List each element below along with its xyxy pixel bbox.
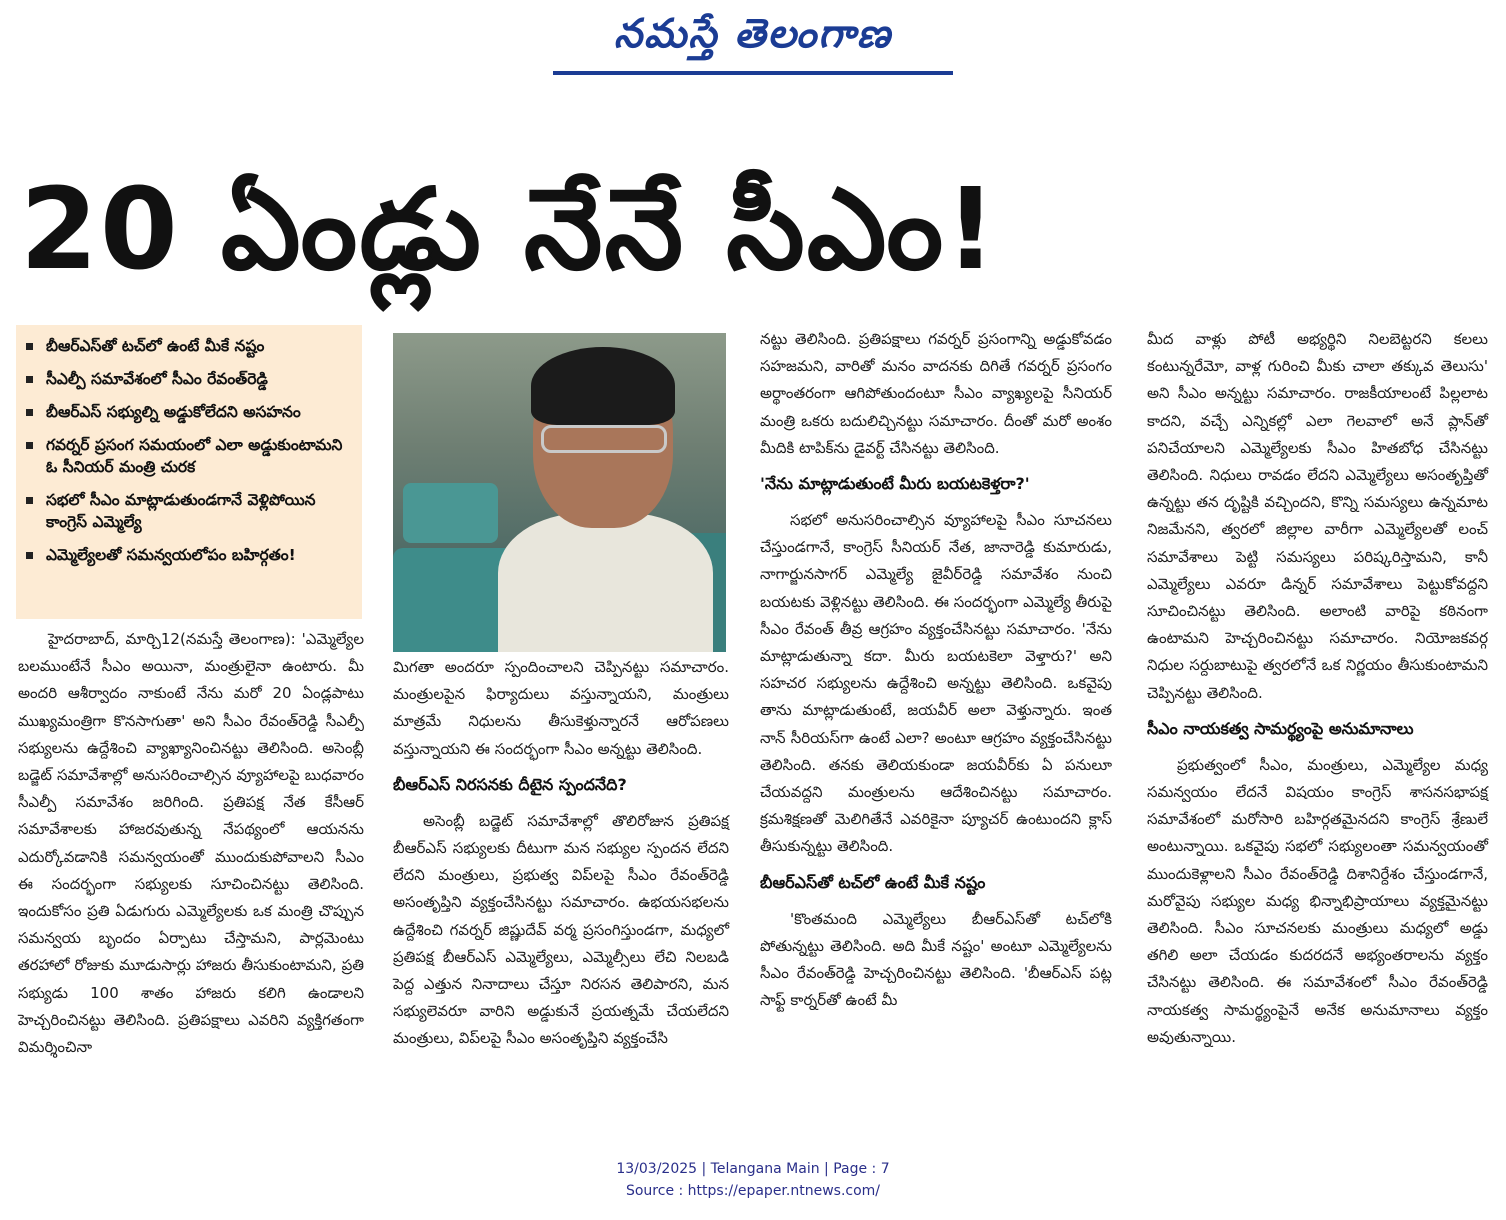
masthead-title: నమస్తే తెలంగాణ <box>613 10 893 57</box>
page-footer <box>0 1158 1506 1202</box>
article-subheading: బీఆర్ఎస్ నిరసనకు దీటైన స్పందనేది? <box>393 774 627 794</box>
bullet-icon <box>26 442 33 449</box>
bullet-icon <box>26 343 33 350</box>
article-paragraph: నట్టు తెలిసింది. ప్రతిపక్షాలు గవర్నర్ ప్రసంగాన్ని అడ్డుకోవడం సహజమని, వారితో మనం వాదనకు దిగితే గవర్నర్ ప్రసంగం అర్థాంతరంగా ఆగిపోతుందంటూ సీఎం వ్యాఖ్యలపై సీనియర్ మంత్రి ఒకరు బదులిచ్చినట్టు సమాచారం. దీంతో మరో అంశం మీదికి టాపిక్‌ను డైవర్ట్ చేసినట్టు తెలిసింది. <box>760 330 1112 457</box>
article-subheading: బీఆర్ఎస్‌తో టచ్‌లో ఉంటే మీకే నష్టం <box>760 872 986 892</box>
article-paragraph: ప్రభుత్వంలో సీఎం, మంత్రులు, ఎమ్మెల్యేల మధ్య సమన్వయం లేదనే విషయం కాంగ్రెస్ శాసనసభాపక్ష సమావేశంలో మరోసారి బహిర్గతమైనదని కాంగ్రెస్ శ్రేణులే అంటున్నాయి. ఒకవైపు సభలో సభ్యులంతా సమన్వయంతో ముందుకెళ్లాలని సీఎం రేవంత్‌రెడ్డి దిశానిర్దేశం చేస్తుండగానే, మరోవైపు సభ్యుల మధ్య భిన్నాభిప్రాయాలు వ్యక్తమైనట్టు తెలిసింది. సీఎం సూచనలకు మంత్రులు మధ్యలో అడ్డు తగిలి అలా చేయడం కుదరదనే అభ్యంతరాలను వ్యక్తం చేసినట్టు తెలిసింది. ఈ సమావేశంలో సీఎం రేవంత్‌రెడ్డి నాయకత్వ సామర్థ్యంపైనే అనేక అనుమానాలు వ్యక్తం అవుతున్నాయి. <box>1147 755 1488 1046</box>
photo-person-body <box>498 513 713 652</box>
article-paragraph: హైదరాబాద్, మార్చి12(నమస్తే తెలంగాణ): 'ఎమ్మెల్యేల బలముంటేనే సీఎం అయినా, మంత్రులైనా ఉంటారు. మీ అందరి ఆశీర్వాదం నాకుంటే నేను మరో 20 ఏండ్లపాటు ముఖ్యమంత్రిగా కొనసాగుతా' అని సీఎం రేవంత్‌రెడ్డి సీఎల్పీ సభ్యులను ఉద్దేశించి వ్యాఖ్యానించినట్టు తెలిసింది. అసెంబ్లీ బడ్జెట్ సమావేశాల్లో అనుసరించాల్సిన వ్యూహాలపై బుధవారం సీఎల్పీ సమావేశం జరిగింది. ప్రతిపక్ష నేత కేసీఆర్ సమావేశాలకు హాజరవుతున్న నేపథ్యంలో ఆయనను ఎదుర్కోవడానికి సమన్వయంతో ముందుకుపోవాలని సీఎం ఈ సందర్భంగా సభ్యులకు సూచించినట్టు తెలిసింది. ఇందుకోసం ప్రతి ఏడుగురు ఎమ్మెల్యేలకు ఒక మంత్రి చొప్పున సమన్వయ బృందం ఏర్పాటు చేస్తామని, పార్లమెంటు తరహాలో రోజుకు మూడుసార్లు హాజరు తీసుకుంటామని, ప్రతి సభ్యుడు 100 శాతం హాజరు కలిగి ఉండాలని హెచ్చరించినట్టు తెలిసింది. ప్రతిపక్షాలు ఎవరిని వ్యక్తిగతంగా విమర్శించినా <box>18 630 364 1057</box>
headline: 20 ఏండ్లు నేనే సీఎం! <box>20 165 999 295</box>
highlights-box <box>16 325 362 619</box>
bullet-icon <box>26 497 33 504</box>
highlight-item: సీఎల్పీ సమావేశంలో సీఎం రేవంత్‌రెడ్డి <box>26 368 354 390</box>
article-column-4 <box>1147 326 1488 1051</box>
article-subheading: సీఎం నాయకత్వ సామర్థ్యంపై అనుమానాలు <box>1147 718 1414 738</box>
article-paragraph: అసెంబ్లీ బడ్జెట్ సమావేశాల్లో తొలిరోజున ప్రతిపక్ష బీఆర్ఎస్ సభ్యులకు దీటుగా మన సభ్యుల స్పందన లేదని లేదని మంత్రులు, ప్రభుత్వ విప్‌లపై సీఎం రేవంత్‌రెడ్డి అసంతృప్తిని వ్యక్తంచేసినట్టు సమాచారం. ఉభయసభలను ఉద్దేశించి గవర్నర్ జిష్ణుదేవ్ వర్మ ప్రసంగిస్తుండగా, మధ్యలో ప్రతిపక్ష బీఆర్ఎస్ ఎమ్మెల్యేలు, ఎమ్మెల్సీలు లేచి నిలబడి పెద్ద ఎత్తున నినాదాలు చేస్తూ నిరసన తెలిపారని, మన సభ్యులెవరూ వారిని అడ్డుకునే ప్రయత్నమే చేయలేదని మంత్రులు, విప్‌లపై సీఎం అసంతృప్తిని వ్యక్తంచేసి <box>393 811 729 1048</box>
photo-person-hair <box>531 347 675 425</box>
photo-glasses <box>541 425 667 453</box>
article-paragraph: 'కొంతమంది ఎమ్మెల్యేలు బీఆర్ఎస్‌తో టచ్‌లోకి పోతున్నట్టు తెలిసింది. అది మీకే నష్టం' అంటూ ఎమ్మెల్యేలను సీఎం రేవంత్‌రెడ్డి హెచ్చరించినట్టు తెలిసింది. 'బీఆర్ఎస్ పట్ల సాఫ్ట్ కార్నర్‌తో ఉంటే మీ <box>760 909 1112 1010</box>
masthead <box>0 10 1506 75</box>
bullet-icon <box>26 376 33 383</box>
bullet-icon <box>26 552 33 559</box>
footer-source: Source : https://epaper.ntnews.com/ <box>625 1183 881 1199</box>
footer-date-page: 13/03/2025 | Telangana Main | Page : 7 <box>616 1161 890 1177</box>
article-column-3 <box>760 326 1112 1014</box>
article-paragraph: మిగతా అందరూ స్పందించాలని చెప్పినట్టు సమాచారం. మంత్రులపైన ఫిర్యాదులు వస్తున్నాయని, మంత్రులు మాత్రమే నిధులను తీసుకెళ్తున్నారనే ఆరోపణలు వస్తున్నాయని ఈ సందర్భంగా సీఎం అన్నట్టు తెలిసింది. <box>393 658 729 758</box>
masthead-rule <box>553 71 953 75</box>
article-paragraph: మీద వాళ్లు పోటీ అభ్యర్థిని నిలబెట్టరని కలలు కంటున్నరేమో, వాళ్ల గురించి మీకు చాలా తక్కువ తెలుసు' అని సీఎం అన్నట్టు సమాచారం. రాజకీయాలంటే పిల్లలాట కాదని, వచ్చే ఎన్నికల్లో ఎలా గెలవాలో అనే ప్లాన్‌తో పనిచేయాలని ఎమ్మెల్యేలకు సీఎం హితబోధ చేసినట్టు తెలిసింది. నిధులు రావడం లేదని ఎమ్మెల్యేలు అసంతృప్తితో ఉన్నట్టు తన దృష్టికి వచ్చిందని, కొన్ని సమస్యలు ఉన్నమాట నిజమేనని, త్వరలో జిల్లాల వారీగా ఎమ్మెల్యేలతో లంచ్ సమావేశాలు పెట్టి సమస్యలు పరిష్కరిస్తామని, కానీ ఎమ్మెల్యేలు ఎవరూ డిన్నర్ సమావేశాలు పెట్టుకోవద్దని సూచించినట్టు తెలిసింది. అలాంటి వారిపై కఠినంగా ఉంటామని హెచ్చరించినట్టు సమాచారం. నియోజకవర్గ నిధుల సర్దుబాటుపై త్వరలోనే ఒక నిర్ణయం తీసుకుంటామని చెప్పినట్టు తెలిసింది. <box>1147 330 1488 702</box>
photo-seat <box>403 483 498 543</box>
cm-photo <box>393 333 726 652</box>
article-paragraph: సభలో అనుసరించాల్సిన వ్యూహాలపై సీఎం సూచనలు చేస్తుండగానే, కాంగ్రెస్ సీనియర్ నేత, జానారెడ్డి కుమారుడు, నాగార్జునసాగర్ ఎమ్మెల్యే జైవీర్‌రెడ్డి సమావేశం నుంచి బయటకు వెళ్లినట్టు తెలిసింది. ఈ సందర్భంగా ఎమ్మెల్యే తీరుపై సీఎం రేవంత్ తీవ్ర ఆగ్రహం వ్యక్తంచేసినట్టు సమాచారం. 'నేను మాట్లాడుతున్నా కదా. మీరు బయటకెలా వెళ్తారు?' అని సహచర సభ్యులను ఉద్దేశించి అన్నట్టు తెలిసింది. ఒకవైపు తాను మాట్లాడుతుంటే, జయవీర్ అలా వెళ్తున్నారు. ఇంత నాన్ సీరియస్‌గా ఉంటే ఎలా? అంటూ ఆగ్రహం వ్యక్తంచేసినట్టు తెలిసింది. తనకు తెలియకుండా జయవీర్‌కు ఏ పనులూ చేయవద్దని మంత్రులను ఆదేశించినట్టు సమాచారం. క్రమశిక్షణతో మెలిగితేనే ఎవరికైనా ప్యూచర్ ఉంటుందని క్లాస్ తీసుకున్నట్టు తెలిసింది. <box>760 511 1112 856</box>
highlight-item: సభలో సీఎం మాట్లాడుతుండగానే వెళ్లిపోయిన కాంగ్రెస్ ఎమ్మెల్యే <box>26 489 354 533</box>
bullet-icon <box>26 409 33 416</box>
highlight-item: గవర్నర్ ప్రసంగ సమయంలో ఎలా అడ్డుకుంటామని ఓ సీనియర్ మంత్రి చురక <box>26 434 354 478</box>
article-column-2 <box>393 654 729 1053</box>
highlight-item: బీఆర్ఎస్ సభ్యుల్ని అడ్డుకోలేదని అసహనం <box>26 401 354 423</box>
article-column-1 <box>18 626 364 1061</box>
highlight-item: బీఆర్ఎస్‌తో టచ్‌లో ఉంటే మీకే నష్టం <box>26 335 354 357</box>
article-subheading: 'నేను మాట్లాడుతుంటే మీరు బయటకెళ్తరా?' <box>760 474 1030 494</box>
highlight-item: ఎమ్మెల్యేలతో సమన్వయలోపం బహిర్గతం! <box>26 544 354 566</box>
